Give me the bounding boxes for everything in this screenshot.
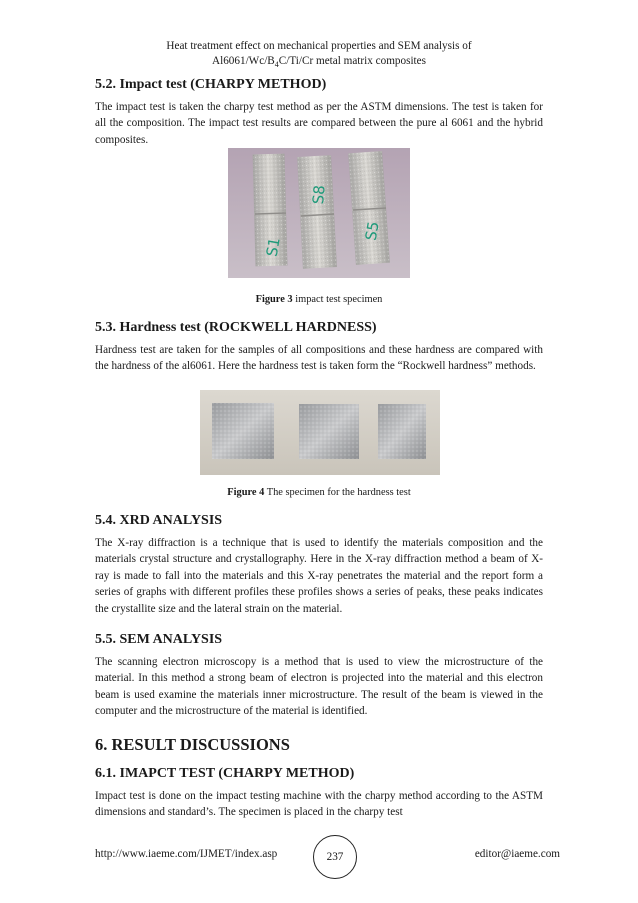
- figure-3-photo: [228, 148, 410, 278]
- figure-3-caption: [95, 294, 543, 305]
- section-paragraph: The scanning electron microscopy is a method that is used to view the microstructure of the material. In this method a strong beam of electron is projected into the material and this electron beam is used examine the materials inner microstructure. The result of the beam is viewed in the computer and the microstructure of the material is identified.: [95, 656, 543, 718]
- section-heading: 6.1. IMAPCT TEST (CHARPY METHOD): [95, 766, 355, 781]
- specimen-bar-2: [297, 155, 337, 269]
- section-5-3: [95, 319, 543, 375]
- section-paragraph: Hardness test are taken for the samples of all compositions and these hardness are compared with the hardness of the al6061. Here the hardness test is taken form the “Rockwell hardness” methods.: [95, 344, 543, 373]
- figure-4-label: Figure 4: [227, 487, 265, 498]
- specimen-mark-s1: S1: [262, 236, 284, 258]
- page-number: 237: [313, 835, 357, 879]
- section-heading: 6. RESULT DISCUSSIONS: [95, 735, 290, 754]
- specimen-mark-s5: S5: [361, 220, 383, 242]
- section-heading: 5.3. Hardness test (ROCKWELL HARDNESS): [95, 320, 377, 335]
- section-6: [95, 735, 543, 755]
- specimen-bar-1: [253, 154, 288, 267]
- figure-3-label: Figure 3: [255, 294, 293, 305]
- running-header: [60, 39, 578, 72]
- figure-3-text: impact test specimen: [292, 294, 383, 305]
- section-paragraph: The X-ray diffraction is a technique that is used to identify the materials composition and the materials crystal structure and crystallography. Here in the X-ray diffraction method a beam of X-ray is made to fall into the materials and this X-ray penetrates the material and the report form a series of graphs with different profiles these profiles shows a series of peaks, these peaks indicates the crystallite size and the lateral strain on the material.: [95, 537, 543, 615]
- running-header-line-1: Heat treatment effect on mechanical properties and SEM analysis of: [166, 40, 472, 52]
- section-5-2: [95, 76, 543, 148]
- section-5-4: [95, 512, 543, 617]
- section-heading: 5.2. Impact test (CHARPY METHOD): [95, 77, 327, 92]
- specimen-mark-s8: S8: [309, 184, 329, 205]
- section-paragraph: The impact test is taken the charpy test method as per the ASTM dimensions. The test is taken for all the composition. The impact test results are compared between the pure al 6061 and the hybrid composites.: [95, 101, 543, 146]
- figure-4-text: The specimen for the hardness test: [264, 487, 411, 498]
- section-5-5: [95, 631, 543, 720]
- figure-4-caption: [95, 487, 543, 498]
- running-header-line-2: $Al6061/Wc/B_4C/Ti/Cr$ metal matrix composites: [212, 55, 426, 70]
- footer-email-link[interactable]: editor@iaeme.com: [474, 848, 560, 860]
- section-heading: 5.4. XRD ANALYSIS: [95, 513, 223, 528]
- section-6-1: [95, 765, 543, 821]
- footer-url-link[interactable]: http://www.iaeme.com/IJMET/index.asp: [95, 848, 278, 860]
- figure-4-photo: [200, 390, 440, 475]
- section-heading: 5.5. SEM ANALYSIS: [95, 632, 223, 647]
- section-paragraph: Impact test is done on the impact testing machine with the charpy method according to the ASTM dimensions and standard’s. The specimen is placed in the charpy test: [95, 790, 543, 819]
